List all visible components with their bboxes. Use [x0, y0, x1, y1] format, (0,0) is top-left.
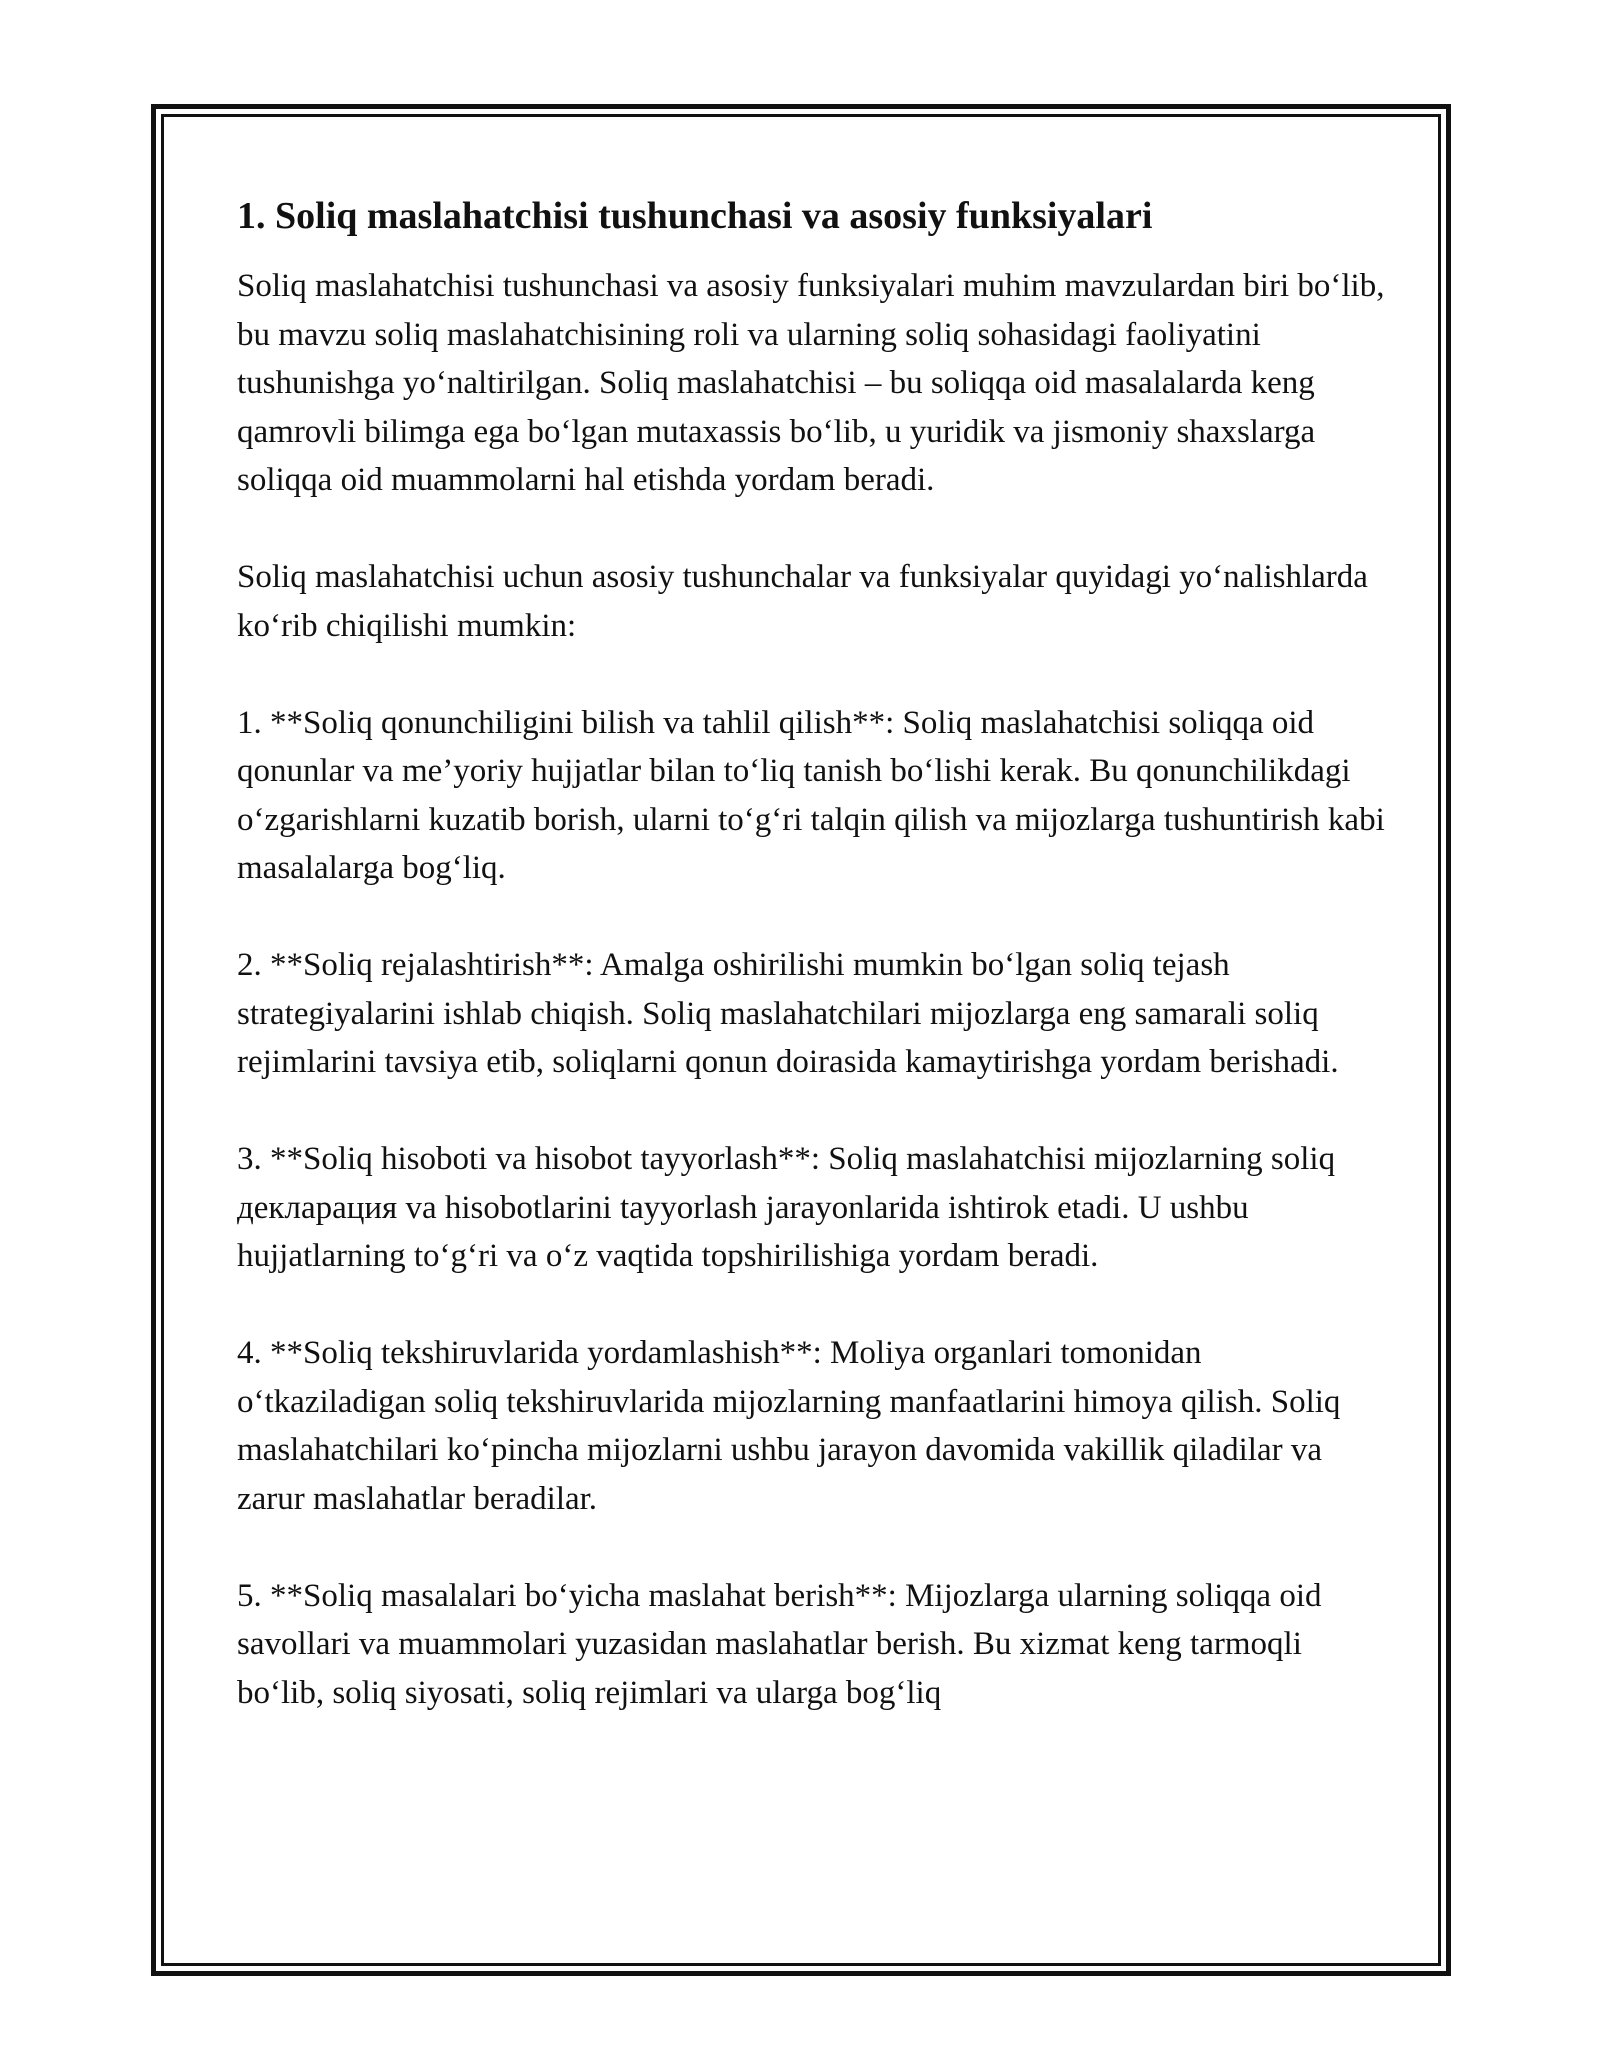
document-body [237, 182, 1387, 1766]
section-heading: 1. Soliq maslahatchisi tushunchasi va asosiy funksiyalari [237, 195, 1153, 237]
intro-paragraph: Soliq maslahatchisi tushunchasi va asosiy funksiyalari muhim mavzulardan biri bo‘lib, bu mavzu soliq maslahatchisining roli va ularning soliq sohasidagi faoliyatini tushunishga yo‘naltirilgan. Soliq maslahatchisi – bu soliqqa oid masalalarda keng qamrovli bilimga ega bo‘lgan mutaxassis bo‘lib, u yuridik va jismoniy shaxslarga soliqqa oid muammolarni hal etishda yordam beradi. [237, 268, 1385, 498]
list-item-5: 5. **Soliq masalalari bo‘yicha maslahat berish**: Mijozlarga ularning soliqqa oid savollari va muammolari yuzasidan maslahatlar berish. Bu xizmat keng tarmoqli bo‘lib, soliq siyosati, soliq rejimlari va ularga bog‘liq [237, 1577, 1322, 1711]
list-item-4: 4. **Soliq tekshiruvlarida yordamlashish**: Moliya organlari tomonidan o‘tkaziladigan soliq tekshiruvlarida mijozlarning manfaatlarini himoya qilish. Soliq maslahatchilari ko‘pincha mijozlarni ushbu jarayon davomida vakillik qiladilar va zarur maslahatlar beradilar. [237, 1335, 1341, 1517]
lead-in-paragraph: Soliq maslahatchisi uchun asosiy tushunchalar va funksiyalar quyidagi yo‘nalishlarda ko‘rib chiqilishi mumkin: [237, 559, 1368, 644]
list-item-1: 1. **Soliq qonunchiligini bilish va tahlil qilish**: Soliq maslahatchisi soliqqa oid qonunlar va me’yoriy hujjatlar bilan to‘liq tanish bo‘lishi kerak. Bu qonunchilikdagi o‘zgarishlarni kuzatib borish, ularni to‘g‘ri talqin qilish va mijozlarga tushuntirish kabi masalalarga bog‘liq. [237, 704, 1385, 886]
list-item-2: 2. **Soliq rejalashtirish**: Amalga oshirilishi mumkin bo‘lgan soliq tejash strategiyalarini ishlab chiqish. Soliq maslahatchilari mijozlarga eng samarali soliq rejimlarini tavsiya etib, soliqlarni qonun doirasida kamaytirishga yordam berishadi. [237, 947, 1339, 1080]
list-item-3: 3. **Soliq hisoboti va hisobot tayyorlash**: Soliq maslahatchisi mijozlarning soliq декларация va hisobotlarini tayyorlash jarayonlarida ishtirok etadi. U ushbu hujjatlarning to‘g‘ri va o‘z vaqtida topshirilishiga yordam beradi. [237, 1141, 1336, 1274]
